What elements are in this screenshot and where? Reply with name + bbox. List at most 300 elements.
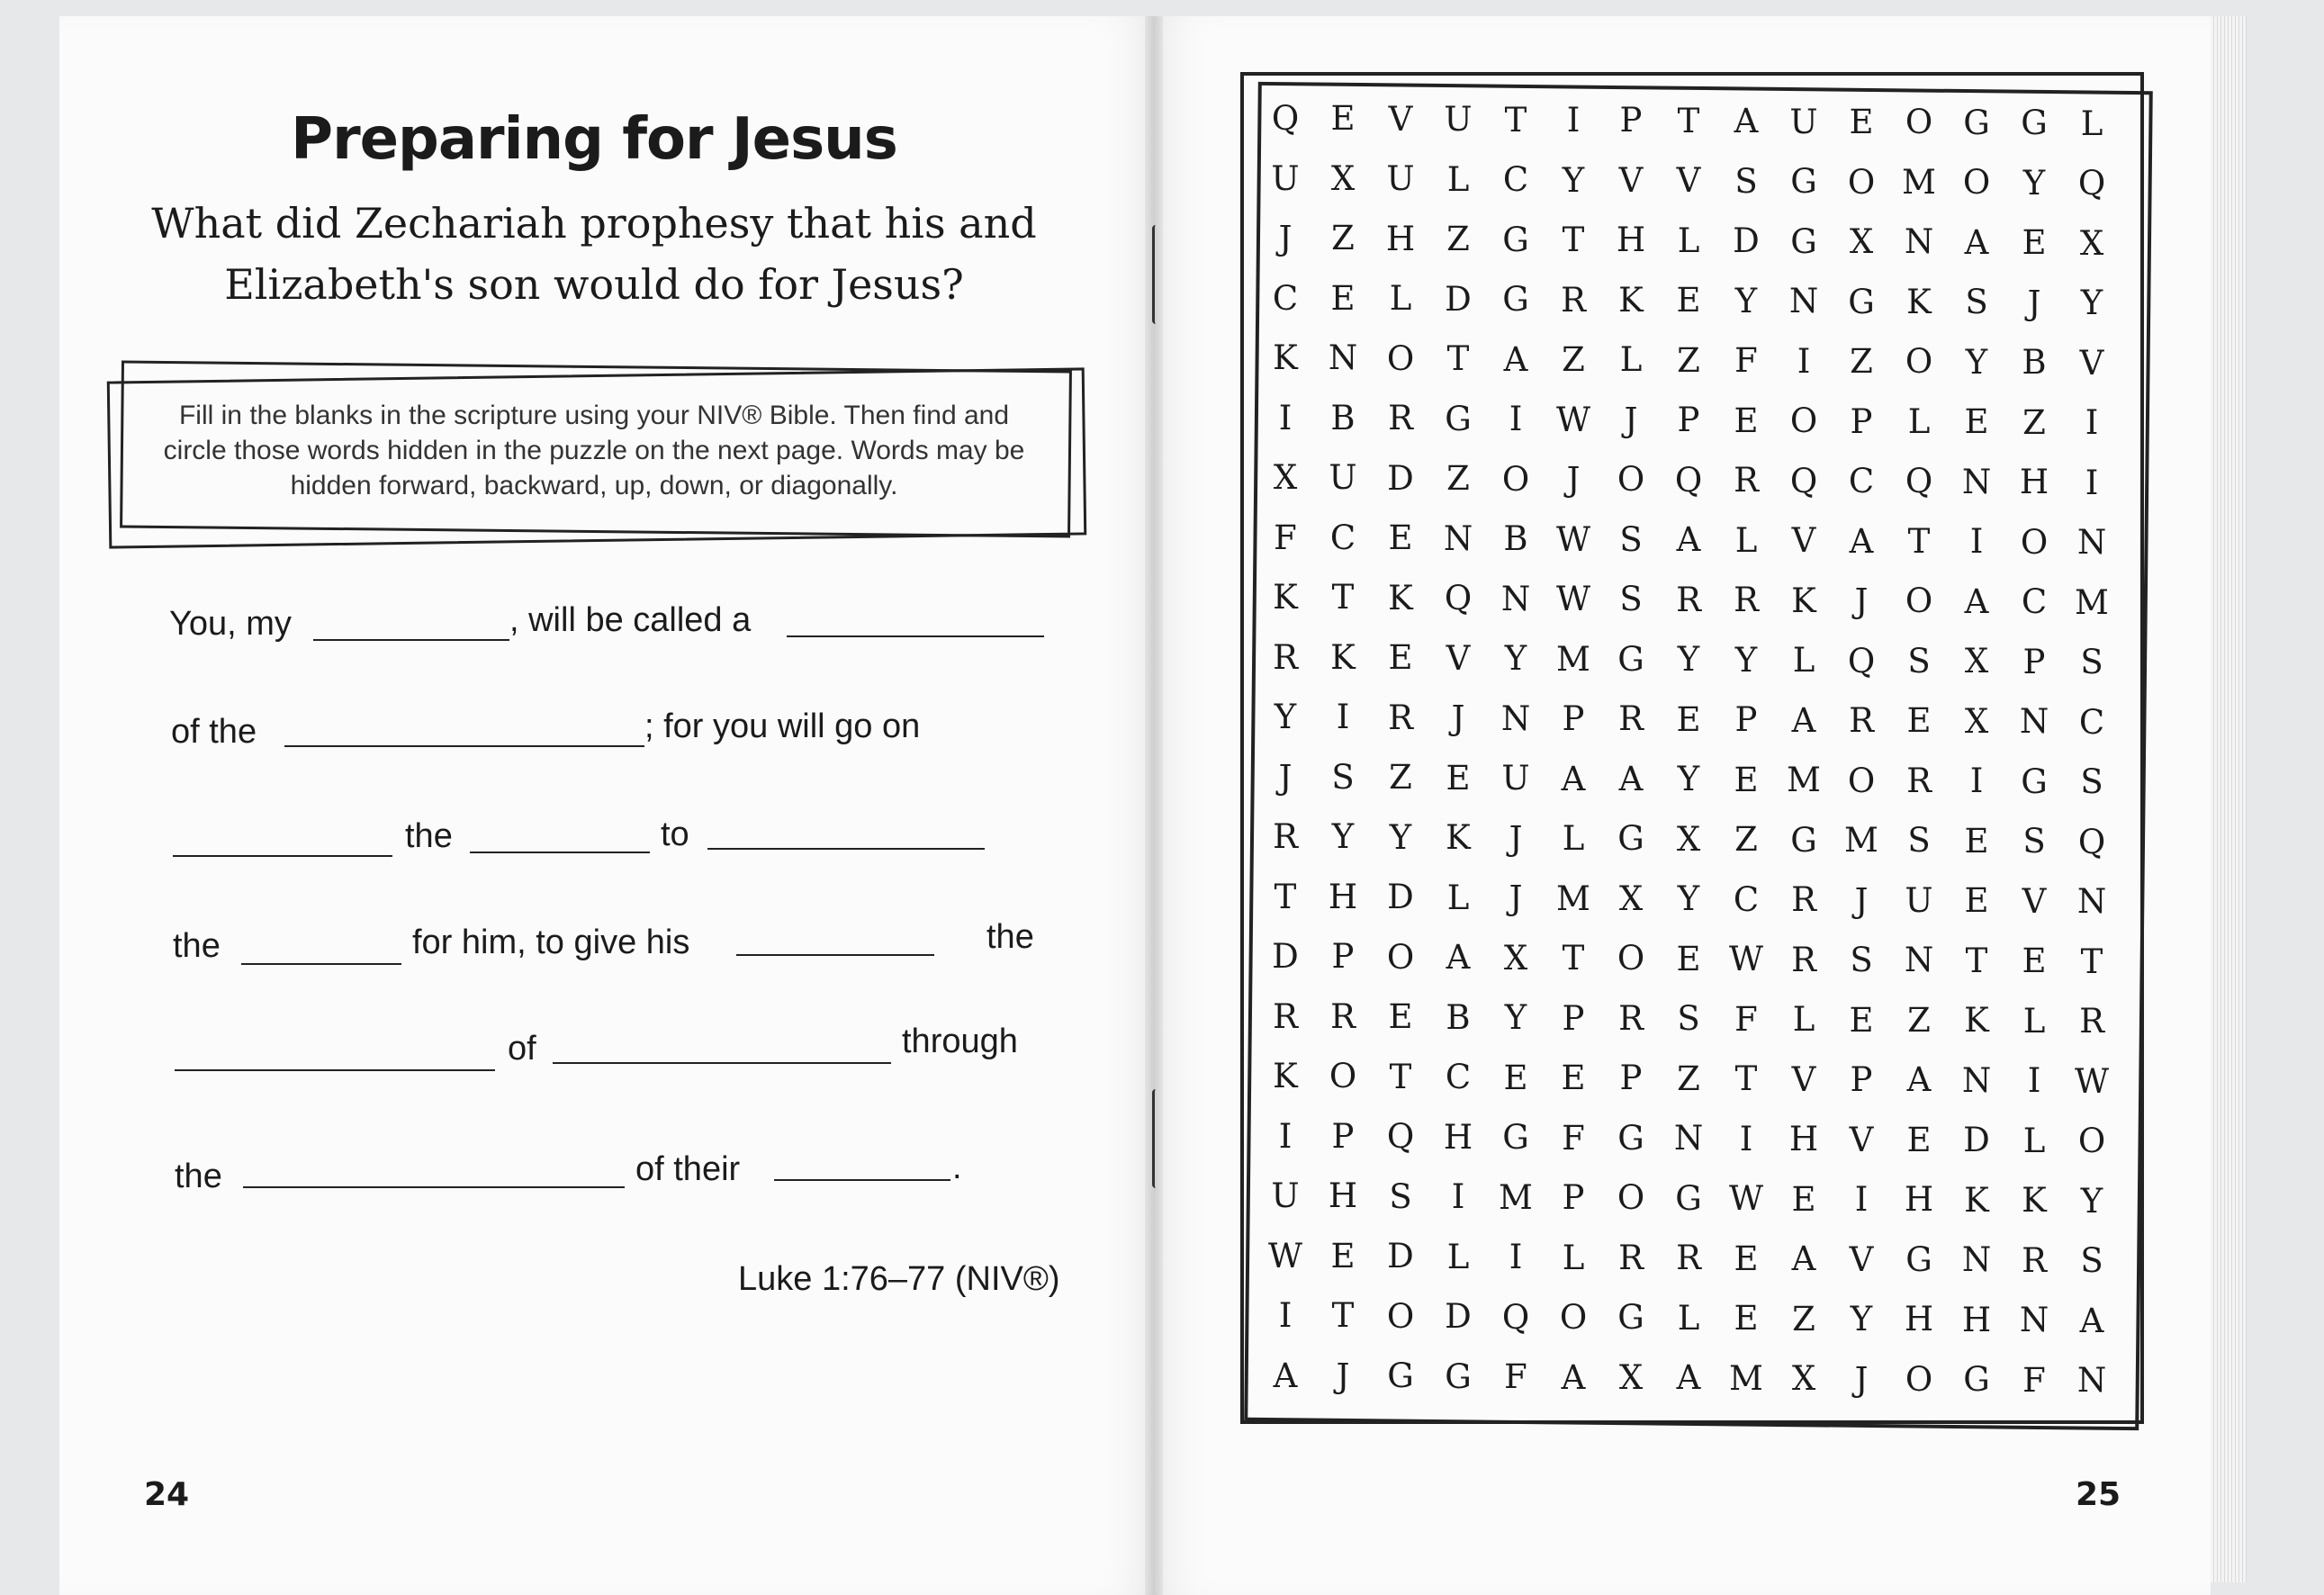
grid-letter[interactable]: T bbox=[1562, 939, 1585, 978]
grid-letter[interactable]: Y bbox=[1331, 817, 1355, 857]
grid-letter[interactable]: E bbox=[1561, 1059, 1586, 1097]
grid-letter[interactable]: D bbox=[1272, 937, 1299, 976]
grid-letter[interactable]: F bbox=[1504, 1357, 1527, 1397]
grid-letter[interactable]: O bbox=[1617, 1178, 1645, 1218]
grid-letter[interactable]: P bbox=[1850, 1060, 1873, 1099]
grid-letter[interactable]: E bbox=[1676, 939, 1701, 978]
blank-field[interactable] bbox=[774, 1179, 950, 1181]
grid-letter[interactable]: E bbox=[1964, 881, 1989, 921]
grid-letter[interactable]: U bbox=[1271, 1176, 1300, 1215]
grid-letter[interactable]: S bbox=[2080, 1241, 2103, 1281]
grid-letter[interactable]: J bbox=[1278, 219, 1293, 257]
grid-letter[interactable]: O bbox=[1905, 1359, 1933, 1399]
grid-letter[interactable]: Z bbox=[1446, 459, 1470, 499]
grid-letter[interactable]: P bbox=[1562, 998, 1585, 1038]
grid-letter[interactable]: V bbox=[1446, 638, 1471, 678]
grid-letter[interactable]: A bbox=[1503, 339, 1528, 379]
grid-letter[interactable]: O bbox=[2020, 522, 2049, 562]
grid-letter[interactable]: G bbox=[1502, 280, 1529, 320]
grid-letter[interactable]: E bbox=[1446, 758, 1471, 798]
grid-letter[interactable]: G bbox=[1617, 639, 1644, 679]
grid-letter[interactable]: Y bbox=[2022, 163, 2046, 203]
grid-letter[interactable]: C bbox=[1733, 879, 1760, 919]
grid-letter[interactable]: E bbox=[1330, 99, 1356, 139]
grid-letter[interactable]: G bbox=[1445, 1356, 1472, 1396]
grid-letter[interactable]: H bbox=[1328, 877, 1358, 916]
grid-letter[interactable]: A bbox=[1964, 581, 1989, 621]
grid-letter[interactable]: L bbox=[1562, 819, 1585, 858]
grid-letter[interactable]: H bbox=[1904, 1300, 1934, 1339]
grid-letter[interactable]: O bbox=[1847, 162, 1876, 202]
grid-letter[interactable]: U bbox=[1789, 102, 1818, 141]
grid-letter[interactable]: Y bbox=[1677, 879, 1700, 919]
grid-letter[interactable]: V bbox=[1618, 160, 1644, 200]
grid-letter[interactable]: E bbox=[1734, 760, 1759, 799]
grid-letter[interactable]: R bbox=[2079, 1002, 2104, 1041]
grid-letter[interactable]: P bbox=[1677, 401, 1700, 440]
grid-letter[interactable]: I bbox=[1336, 698, 1350, 737]
grid-letter[interactable]: R bbox=[1791, 880, 1816, 920]
blank-field[interactable] bbox=[175, 1069, 495, 1071]
grid-letter[interactable]: T bbox=[2080, 942, 2103, 981]
grid-letter[interactable]: Z bbox=[1677, 340, 1700, 380]
grid-letter[interactable]: Q bbox=[1271, 99, 1300, 138]
grid-letter[interactable]: S bbox=[1331, 757, 1355, 797]
grid-letter[interactable]: K bbox=[1964, 1001, 1989, 1041]
blank-field[interactable] bbox=[313, 639, 509, 641]
grid-letter[interactable]: R bbox=[1330, 996, 1356, 1036]
grid-letter[interactable]: E bbox=[1791, 1179, 1816, 1219]
grid-letter[interactable]: P bbox=[1331, 1116, 1355, 1156]
grid-letter[interactable]: I bbox=[2027, 1061, 2041, 1101]
grid-letter[interactable]: Q bbox=[1789, 461, 1818, 500]
grid-letter[interactable]: N bbox=[1904, 222, 1934, 262]
grid-letter[interactable]: T bbox=[1331, 1296, 1355, 1336]
grid-letter[interactable]: R bbox=[1561, 280, 1586, 320]
grid-letter[interactable]: V bbox=[1849, 1120, 1874, 1159]
grid-letter[interactable]: E bbox=[1503, 1058, 1528, 1097]
grid-letter[interactable]: V bbox=[2022, 881, 2047, 921]
grid-letter[interactable]: P bbox=[1562, 1178, 1585, 1217]
grid-letter[interactable]: O bbox=[1386, 338, 1415, 378]
grid-letter[interactable]: B bbox=[1446, 997, 1471, 1037]
grid-letter[interactable]: I bbox=[1854, 1180, 1869, 1219]
grid-letter[interactable]: H bbox=[1788, 1120, 1819, 1159]
grid-letter[interactable]: E bbox=[1676, 699, 1701, 739]
grid-letter[interactable]: N bbox=[2019, 702, 2049, 742]
grid-letter[interactable]: R bbox=[1273, 996, 1298, 1036]
grid-letter[interactable]: L bbox=[1792, 1000, 1815, 1040]
grid-letter[interactable]: U bbox=[1271, 158, 1300, 198]
grid-letter[interactable]: J bbox=[1624, 400, 1638, 439]
grid-letter[interactable]: O bbox=[1617, 460, 1645, 500]
grid-letter[interactable]: Y bbox=[1504, 639, 1527, 679]
grid-letter[interactable]: Q bbox=[1444, 579, 1473, 618]
grid-letter[interactable]: B bbox=[2022, 343, 2047, 383]
grid-letter[interactable]: L bbox=[1446, 878, 1470, 917]
blank-field[interactable] bbox=[736, 954, 934, 956]
grid-letter[interactable]: V bbox=[2079, 343, 2104, 383]
grid-letter[interactable]: G bbox=[1963, 103, 1990, 142]
grid-letter[interactable]: P bbox=[1619, 1059, 1643, 1098]
grid-letter[interactable]: E bbox=[1734, 401, 1759, 440]
grid-letter[interactable]: V bbox=[1388, 99, 1413, 139]
grid-letter[interactable]: F bbox=[1734, 999, 1758, 1039]
grid-letter[interactable]: Q bbox=[1674, 460, 1703, 500]
grid-letter[interactable]: E bbox=[1964, 821, 1989, 861]
grid-letter[interactable]: H bbox=[2019, 463, 2049, 502]
grid-letter[interactable]: K bbox=[1273, 338, 1298, 377]
grid-letter[interactable]: Z bbox=[1734, 820, 1758, 860]
grid-letter[interactable]: W bbox=[1267, 1236, 1303, 1275]
grid-letter[interactable]: T bbox=[1446, 339, 1470, 379]
grid-letter[interactable]: S bbox=[2022, 822, 2046, 861]
grid-letter[interactable]: A bbox=[1561, 1357, 1586, 1397]
grid-letter[interactable]: E bbox=[1849, 1000, 1874, 1040]
grid-letter[interactable]: R bbox=[1618, 998, 1644, 1038]
grid-letter[interactable]: S bbox=[1734, 161, 1758, 201]
grid-letter[interactable]: Z bbox=[1389, 758, 1412, 798]
grid-letter[interactable]: E bbox=[1849, 103, 1874, 141]
grid-letter[interactable]: S bbox=[1619, 580, 1643, 619]
grid-letter[interactable]: U bbox=[1386, 159, 1415, 199]
grid-letter[interactable]: L bbox=[1677, 1298, 1700, 1338]
grid-letter[interactable]: Y bbox=[1562, 160, 1585, 200]
grid-letter[interactable]: P bbox=[1619, 101, 1643, 140]
grid-letter[interactable]: I bbox=[1278, 1296, 1293, 1335]
grid-letter[interactable]: X bbox=[1676, 819, 1701, 859]
grid-letter[interactable]: T bbox=[1677, 101, 1700, 140]
grid-letter[interactable]: Q bbox=[2077, 822, 2106, 861]
grid-letter[interactable]: R bbox=[1906, 761, 1932, 800]
grid-letter[interactable]: D bbox=[1963, 1121, 1990, 1160]
grid-letter[interactable]: D bbox=[1445, 1297, 1472, 1337]
grid-letter[interactable]: S bbox=[1677, 999, 1700, 1039]
grid-letter[interactable]: N bbox=[1500, 579, 1531, 618]
grid-letter[interactable]: K bbox=[1618, 280, 1644, 320]
grid-letter[interactable]: E bbox=[2022, 223, 2047, 263]
grid-letter[interactable]: A bbox=[1849, 521, 1874, 561]
grid-letter[interactable]: E bbox=[1388, 997, 1413, 1037]
grid-letter[interactable]: S bbox=[1850, 941, 1873, 979]
grid-letter[interactable]: D bbox=[1445, 279, 1472, 319]
grid-letter[interactable]: P bbox=[1562, 699, 1585, 738]
grid-letter[interactable]: Z bbox=[1331, 219, 1355, 258]
grid-letter[interactable]: U bbox=[1444, 100, 1473, 140]
grid-letter[interactable]: Z bbox=[1562, 340, 1585, 379]
grid-letter[interactable]: E bbox=[1330, 1236, 1356, 1275]
grid-letter[interactable]: R bbox=[1273, 817, 1298, 856]
grid-letter[interactable]: O bbox=[1386, 937, 1415, 977]
grid-letter[interactable]: K bbox=[1906, 282, 1932, 321]
grid-letter[interactable]: P bbox=[1850, 401, 1873, 441]
grid-letter[interactable]: N bbox=[2019, 1301, 2049, 1340]
grid-letter[interactable]: J bbox=[1566, 460, 1581, 499]
grid-letter[interactable]: E bbox=[1330, 278, 1356, 318]
grid-letter[interactable]: S bbox=[1907, 821, 1931, 861]
grid-letter[interactable]: L bbox=[1907, 401, 1931, 441]
grid-letter[interactable]: U bbox=[1501, 759, 1530, 798]
grid-letter[interactable]: A bbox=[1618, 759, 1644, 798]
grid-letter[interactable]: Q bbox=[1847, 641, 1876, 680]
grid-letter[interactable]: G bbox=[1445, 399, 1472, 438]
grid-letter[interactable]: I bbox=[1739, 1119, 1753, 1158]
grid-letter[interactable]: L bbox=[1734, 520, 1758, 560]
grid-letter[interactable]: P bbox=[1734, 700, 1758, 740]
grid-letter[interactable]: C bbox=[2021, 582, 2048, 622]
grid-letter[interactable]: M bbox=[2075, 582, 2109, 622]
grid-letter[interactable]: Z bbox=[1850, 342, 1873, 381]
grid-letter[interactable]: Y bbox=[2080, 1181, 2103, 1221]
grid-letter[interactable]: C bbox=[1272, 278, 1299, 318]
grid-letter[interactable]: Q bbox=[1386, 1117, 1415, 1157]
grid-letter[interactable]: D bbox=[1387, 878, 1414, 917]
grid-letter[interactable]: A bbox=[1561, 759, 1586, 798]
grid-letter[interactable]: Z bbox=[1792, 1299, 1815, 1338]
grid-letter[interactable]: O bbox=[2077, 1122, 2106, 1161]
grid-letter[interactable]: M bbox=[1844, 821, 1878, 860]
blank-field[interactable] bbox=[243, 1186, 625, 1188]
grid-letter[interactable]: O bbox=[1905, 581, 1933, 621]
grid-letter[interactable]: O bbox=[1386, 1296, 1415, 1336]
blank-field[interactable] bbox=[241, 963, 401, 965]
grid-letter[interactable]: R bbox=[2022, 1240, 2047, 1280]
grid-letter[interactable]: T bbox=[1504, 100, 1527, 140]
grid-letter[interactable]: I bbox=[1509, 400, 1523, 439]
grid-letter[interactable]: G bbox=[1387, 1356, 1414, 1396]
grid-letter[interactable]: Z bbox=[1907, 1000, 1931, 1040]
grid-letter[interactable]: K bbox=[1330, 637, 1356, 677]
grid-letter[interactable]: S bbox=[1965, 283, 1988, 322]
grid-letter[interactable]: I bbox=[1969, 761, 1984, 801]
grid-letter[interactable]: P bbox=[1331, 937, 1355, 977]
grid-letter[interactable]: E bbox=[1676, 281, 1701, 320]
blank-field[interactable] bbox=[787, 635, 1044, 637]
grid-letter[interactable]: I bbox=[1278, 1116, 1293, 1156]
grid-letter[interactable]: S bbox=[1389, 1176, 1412, 1216]
grid-letter[interactable]: R bbox=[1388, 698, 1413, 737]
grid-letter[interactable]: X bbox=[1273, 458, 1298, 497]
grid-letter[interactable]: F bbox=[2022, 1360, 2046, 1400]
grid-letter[interactable]: X bbox=[1618, 879, 1644, 918]
grid-letter[interactable]: X bbox=[1618, 1357, 1644, 1397]
blank-field[interactable] bbox=[707, 848, 985, 850]
grid-letter[interactable]: B bbox=[1503, 519, 1528, 559]
grid-letter[interactable]: G bbox=[1905, 1239, 1932, 1279]
grid-letter[interactable]: U bbox=[1905, 880, 1933, 920]
grid-letter[interactable]: O bbox=[1847, 761, 1876, 800]
grid-letter[interactable]: A bbox=[1446, 938, 1471, 978]
grid-letter[interactable]: X bbox=[1964, 701, 1989, 741]
grid-letter[interactable]: M bbox=[1787, 761, 1821, 800]
grid-letter[interactable]: M bbox=[1556, 639, 1590, 679]
grid-letter[interactable]: Y bbox=[2080, 284, 2103, 323]
grid-letter[interactable]: J bbox=[1854, 581, 1869, 620]
grid-letter[interactable]: Z bbox=[1446, 220, 1470, 259]
grid-letter[interactable]: N bbox=[1788, 282, 1819, 321]
grid-letter[interactable]: V bbox=[1791, 1059, 1816, 1099]
blank-field[interactable] bbox=[284, 745, 644, 747]
grid-letter[interactable]: S bbox=[2080, 643, 2103, 682]
grid-letter[interactable]: I bbox=[1566, 101, 1581, 140]
grid-letter[interactable]: E bbox=[2022, 942, 2047, 981]
grid-letter[interactable]: L bbox=[1389, 279, 1412, 319]
grid-letter[interactable]: Y bbox=[1677, 640, 1700, 680]
grid-letter[interactable]: A bbox=[1734, 102, 1759, 141]
grid-letter[interactable]: I bbox=[1797, 341, 1811, 381]
grid-letter[interactable]: X bbox=[2079, 223, 2104, 263]
grid-letter[interactable]: H bbox=[1443, 1117, 1473, 1157]
grid-letter[interactable]: Y bbox=[1734, 281, 1758, 320]
grid-letter[interactable]: C bbox=[2078, 702, 2105, 742]
grid-letter[interactable]: G bbox=[2021, 761, 2048, 801]
grid-letter[interactable]: A bbox=[1273, 1356, 1298, 1395]
grid-letter[interactable]: N bbox=[1961, 1240, 1992, 1280]
grid-letter[interactable]: N bbox=[1500, 698, 1531, 738]
grid-letter[interactable]: L bbox=[2022, 1001, 2046, 1041]
grid-letter[interactable]: K bbox=[1791, 581, 1816, 620]
grid-letter[interactable]: W bbox=[2074, 1061, 2110, 1101]
grid-letter[interactable]: J bbox=[1509, 879, 1523, 918]
grid-letter[interactable]: L bbox=[1562, 1238, 1585, 1277]
grid-letter[interactable]: K bbox=[1964, 1180, 1989, 1220]
grid-letter[interactable]: J bbox=[1854, 1359, 1869, 1399]
grid-letter[interactable]: L bbox=[1619, 340, 1643, 380]
grid-letter[interactable]: E bbox=[1388, 518, 1413, 558]
grid-letter[interactable]: H bbox=[1616, 221, 1646, 260]
grid-letter[interactable]: Y bbox=[1504, 998, 1527, 1038]
grid-letter[interactable]: R bbox=[1676, 580, 1701, 619]
grid-letter[interactable]: G bbox=[1617, 1118, 1644, 1158]
grid-letter[interactable]: R bbox=[1791, 940, 1816, 979]
grid-letter[interactable]: C bbox=[1445, 1058, 1472, 1097]
grid-letter[interactable]: R bbox=[1734, 581, 1759, 620]
grid-letter[interactable]: G bbox=[1502, 220, 1529, 259]
grid-letter[interactable]: R bbox=[1676, 1239, 1701, 1278]
grid-letter[interactable]: I bbox=[1969, 522, 1984, 562]
grid-letter[interactable]: H bbox=[1328, 1176, 1358, 1216]
grid-letter[interactable]: E bbox=[1734, 1239, 1759, 1278]
grid-letter[interactable]: A bbox=[1791, 700, 1816, 740]
grid-letter[interactable]: M bbox=[1902, 162, 1936, 202]
grid-letter[interactable]: S bbox=[1907, 641, 1931, 680]
grid-letter[interactable]: R bbox=[1388, 399, 1413, 438]
grid-letter[interactable]: M bbox=[1729, 1358, 1763, 1398]
grid-letter[interactable]: L bbox=[2080, 104, 2103, 143]
grid-letter[interactable]: X bbox=[1330, 158, 1356, 198]
grid-letter[interactable]: G bbox=[1790, 162, 1817, 202]
grid-letter[interactable]: V bbox=[1849, 1239, 1874, 1279]
grid-letter[interactable]: D bbox=[1387, 1237, 1414, 1276]
grid-letter[interactable]: K bbox=[1388, 578, 1413, 617]
grid-letter[interactable]: G bbox=[1617, 819, 1644, 859]
grid-letter[interactable]: Y bbox=[1274, 698, 1297, 736]
grid-letter[interactable]: G bbox=[1963, 1360, 1990, 1400]
grid-letter[interactable]: A bbox=[1676, 520, 1701, 560]
grid-letter[interactable]: Y bbox=[1734, 640, 1758, 680]
grid-letter[interactable]: G bbox=[1790, 820, 1817, 860]
grid-letter[interactable]: B bbox=[1330, 398, 1356, 437]
grid-letter[interactable]: F bbox=[1562, 1118, 1585, 1158]
grid-letter[interactable]: G bbox=[1502, 1118, 1529, 1158]
grid-letter[interactable]: I bbox=[1509, 1238, 1523, 1277]
grid-letter[interactable]: R bbox=[1849, 701, 1874, 740]
grid-letter[interactable]: R bbox=[1618, 1238, 1644, 1277]
grid-letter[interactable]: H bbox=[1385, 219, 1416, 258]
grid-letter[interactable]: S bbox=[1619, 519, 1643, 559]
grid-letter[interactable]: N bbox=[1904, 941, 1934, 980]
grid-letter[interactable]: A bbox=[1964, 222, 1989, 262]
grid-letter[interactable]: L bbox=[1677, 221, 1700, 260]
grid-letter[interactable]: L bbox=[1446, 1237, 1470, 1276]
grid-letter[interactable]: G bbox=[1675, 1178, 1702, 1218]
grid-letter[interactable]: E bbox=[1964, 402, 1989, 442]
grid-letter[interactable]: C bbox=[1502, 160, 1529, 200]
grid-letter[interactable]: Y bbox=[1677, 760, 1700, 799]
grid-letter[interactable]: V bbox=[1791, 521, 1816, 561]
grid-letter[interactable]: P bbox=[2022, 642, 2046, 681]
grid-letter[interactable]: I bbox=[1278, 398, 1293, 437]
grid-letter[interactable]: J bbox=[2027, 283, 2041, 322]
grid-letter[interactable]: Q bbox=[1905, 462, 1933, 501]
grid-letter[interactable]: W bbox=[1555, 519, 1591, 559]
grid-letter[interactable]: O bbox=[1559, 1298, 1588, 1337]
grid-letter[interactable]: O bbox=[1905, 103, 1933, 142]
grid-letter[interactable]: N bbox=[1961, 1060, 1992, 1100]
grid-letter[interactable]: E bbox=[1906, 701, 1932, 741]
grid-letter[interactable]: X bbox=[1503, 938, 1528, 978]
grid-letter[interactable]: N bbox=[1673, 1119, 1704, 1158]
grid-letter[interactable]: J bbox=[1278, 757, 1293, 797]
grid-letter[interactable]: O bbox=[1789, 401, 1818, 441]
blank-field[interactable] bbox=[173, 855, 392, 857]
grid-letter[interactable]: E bbox=[1734, 1299, 1759, 1338]
grid-letter[interactable]: J bbox=[1854, 880, 1869, 920]
grid-letter[interactable]: T bbox=[1562, 221, 1585, 259]
grid-letter[interactable]: N bbox=[1443, 518, 1473, 558]
grid-letter[interactable]: W bbox=[1728, 1179, 1764, 1219]
blank-field[interactable] bbox=[470, 852, 650, 853]
grid-letter[interactable]: J bbox=[1509, 818, 1523, 858]
grid-letter[interactable]: N bbox=[2076, 882, 2107, 922]
grid-letter[interactable]: M bbox=[1499, 1177, 1533, 1217]
grid-letter[interactable]: O bbox=[1905, 342, 1933, 382]
grid-letter[interactable]: G bbox=[1848, 282, 1875, 321]
grid-letter[interactable]: X bbox=[1849, 222, 1874, 261]
grid-letter[interactable]: T bbox=[1274, 877, 1297, 916]
grid-letter[interactable]: D bbox=[1733, 221, 1760, 261]
grid-letter[interactable]: H bbox=[1904, 1180, 1934, 1220]
grid-letter[interactable]: W bbox=[1728, 940, 1764, 979]
grid-letter[interactable]: O bbox=[1501, 459, 1530, 499]
grid-letter[interactable]: U bbox=[1329, 458, 1357, 498]
grid-letter[interactable]: Z bbox=[1677, 1059, 1700, 1098]
grid-letter[interactable]: X bbox=[1964, 642, 1989, 681]
grid-letter[interactable]: A bbox=[1906, 1060, 1932, 1100]
grid-letter[interactable]: A bbox=[1676, 1358, 1701, 1398]
grid-letter[interactable]: T bbox=[1907, 521, 1931, 561]
grid-letter[interactable]: H bbox=[1961, 1300, 1992, 1339]
grid-letter[interactable]: K bbox=[1273, 1057, 1298, 1095]
grid-letter[interactable]: Q bbox=[1501, 1297, 1530, 1337]
grid-letter[interactable]: O bbox=[1617, 939, 1645, 978]
grid-letter[interactable]: K bbox=[2022, 1181, 2047, 1221]
grid-letter[interactable]: T bbox=[1331, 578, 1355, 617]
grid-letter[interactable]: M bbox=[1556, 879, 1590, 918]
grid-letter[interactable]: Y bbox=[1389, 817, 1412, 857]
grid-letter[interactable]: F bbox=[1734, 341, 1758, 381]
blank-field[interactable] bbox=[553, 1062, 891, 1064]
